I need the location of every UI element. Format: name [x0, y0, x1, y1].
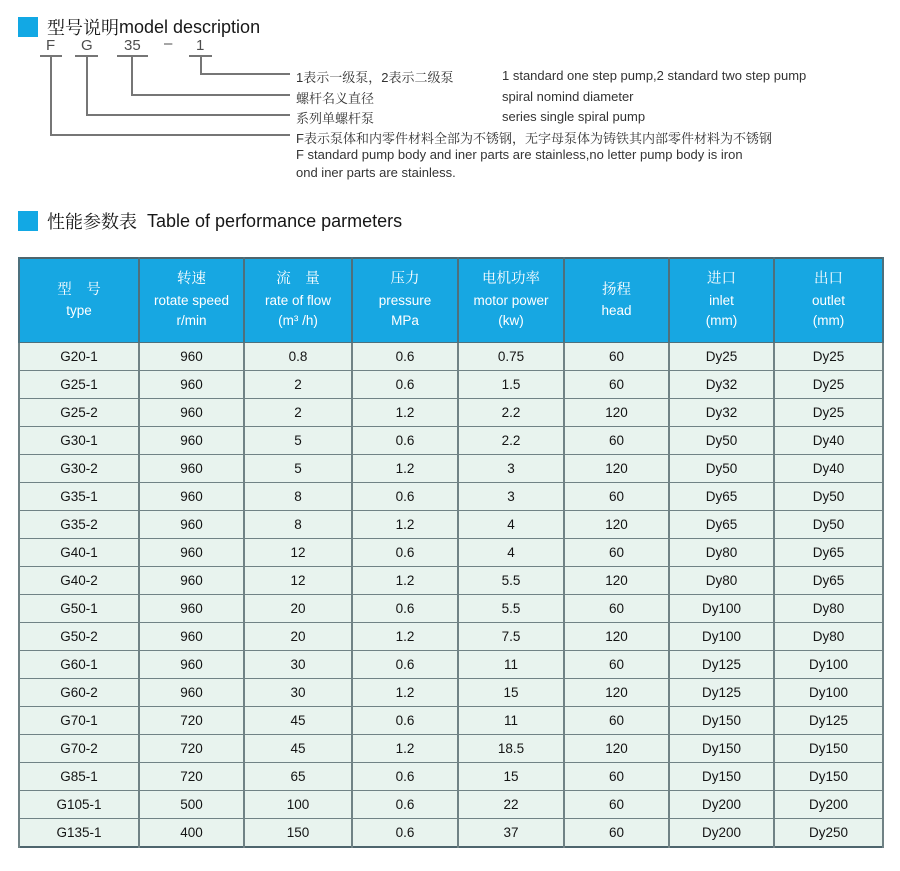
- table-cell: 720: [139, 707, 244, 735]
- column-header-line: outlet: [811, 293, 846, 309]
- table-cell: Dy65: [669, 483, 774, 511]
- column-header-line: 流 量: [276, 271, 320, 288]
- table-cell: 65: [244, 763, 352, 791]
- table-row: [19, 399, 883, 427]
- table-cell: 60: [564, 483, 669, 511]
- table-cell: 0.6: [352, 427, 458, 455]
- table-row: [19, 735, 883, 763]
- table-cell: Dy125: [669, 679, 774, 707]
- table-cell: 100: [244, 791, 352, 819]
- callout-step-zh: 1表示一级泵，2表示二级泵: [296, 70, 454, 85]
- table-cell: Dy100: [774, 651, 883, 679]
- table-row: [19, 679, 883, 707]
- table-cell: 960: [139, 455, 244, 483]
- table-cell: G30-2: [19, 455, 139, 483]
- table-cell: Dy150: [669, 707, 774, 735]
- table-cell: Dy200: [669, 819, 774, 848]
- column-header-line: rate of flow: [264, 293, 332, 309]
- table-cell: Dy50: [669, 455, 774, 483]
- table-cell: 0.6: [352, 819, 458, 848]
- table-cell: 4: [458, 539, 564, 567]
- section-marker-icon: [18, 17, 38, 37]
- table-cell: Dy125: [669, 651, 774, 679]
- code-number-1: 1: [196, 37, 205, 54]
- table-cell: 5: [244, 455, 352, 483]
- table-cell: 20: [244, 595, 352, 623]
- table-cell: Dy150: [774, 763, 883, 791]
- column-header: [774, 258, 883, 343]
- table-cell: 960: [139, 567, 244, 595]
- code-letter-f: F: [46, 37, 56, 54]
- table-cell: 120: [564, 511, 669, 539]
- code-dash: –: [164, 35, 173, 52]
- table-cell: 960: [139, 651, 244, 679]
- table-cell: 20: [244, 623, 352, 651]
- callout-step-en: 1 standard one step pump,2 standard two step pump: [502, 68, 807, 83]
- table-cell: 120: [564, 735, 669, 763]
- table-cell: G70-2: [19, 735, 139, 763]
- table-row: [19, 651, 883, 679]
- column-header: [139, 258, 244, 343]
- table-cell: 0.8: [244, 343, 352, 371]
- table-cell: Dy50: [774, 483, 883, 511]
- connector-line: [50, 134, 290, 136]
- column-header-line: 电机功率: [482, 271, 540, 288]
- table-cell: 5.5: [458, 567, 564, 595]
- table-cell: Dy100: [669, 595, 774, 623]
- table-cell: Dy250: [774, 819, 883, 848]
- table-row: [19, 819, 883, 848]
- table-cell: 1.2: [352, 623, 458, 651]
- table-cell: 5: [244, 427, 352, 455]
- table-cell: 720: [139, 763, 244, 791]
- table-cell: G25-2: [19, 399, 139, 427]
- table-cell: G35-1: [19, 483, 139, 511]
- table-row: [19, 427, 883, 455]
- performance-table-title: [18, 208, 402, 234]
- table-cell: G30-1: [19, 427, 139, 455]
- table-cell: 3: [458, 483, 564, 511]
- table-cell: 960: [139, 483, 244, 511]
- column-header-line: 扬程: [602, 281, 631, 298]
- table-body: [19, 343, 883, 848]
- table-cell: Dy65: [774, 539, 883, 567]
- column-header-line: 出口: [814, 271, 843, 288]
- performance-table: [18, 257, 884, 848]
- column-header-line: type: [66, 303, 92, 319]
- table-cell: 2.2: [458, 399, 564, 427]
- table-cell: G60-1: [19, 651, 139, 679]
- table-row: [19, 371, 883, 399]
- table-row: [19, 791, 883, 819]
- table-header-row: [19, 258, 883, 343]
- connector-line: [200, 55, 202, 75]
- connector-line: [131, 94, 290, 96]
- table-row: [19, 511, 883, 539]
- table-row: [19, 707, 883, 735]
- table-cell: 120: [564, 567, 669, 595]
- table-cell: G135-1: [19, 819, 139, 848]
- table-cell: 960: [139, 343, 244, 371]
- table-cell: 500: [139, 791, 244, 819]
- table-cell: G35-2: [19, 511, 139, 539]
- table-cell: Dy150: [774, 735, 883, 763]
- column-header-line: motor power: [473, 293, 549, 309]
- table-cell: G40-1: [19, 539, 139, 567]
- column-header: [458, 258, 564, 343]
- connector-line: [200, 73, 290, 75]
- table-cell: G70-1: [19, 707, 139, 735]
- table-cell: 1.2: [352, 567, 458, 595]
- table-cell: 0.6: [352, 595, 458, 623]
- table-cell: Dy100: [774, 679, 883, 707]
- table-row: [19, 455, 883, 483]
- table-cell: Dy50: [669, 427, 774, 455]
- table-cell: Dy32: [669, 371, 774, 399]
- table-cell: 960: [139, 427, 244, 455]
- table-cell: 120: [564, 399, 669, 427]
- table-cell: Dy150: [669, 763, 774, 791]
- section-title-zh: 性能参数表: [47, 212, 137, 232]
- column-header-line: pressure: [378, 293, 432, 309]
- table-cell: 1.2: [352, 735, 458, 763]
- code-number-35: 35: [124, 37, 141, 54]
- table-cell: G50-1: [19, 595, 139, 623]
- table-cell: Dy80: [774, 623, 883, 651]
- table-cell: 960: [139, 595, 244, 623]
- table-cell: 30: [244, 651, 352, 679]
- table-cell: Dy80: [669, 539, 774, 567]
- table-cell: 60: [564, 539, 669, 567]
- table-cell: G50-2: [19, 623, 139, 651]
- section-marker-icon: [18, 211, 38, 231]
- table-cell: 60: [564, 763, 669, 791]
- section-title-en: model description: [119, 16, 261, 37]
- column-header-line: 进口: [707, 271, 736, 288]
- column-header-line: 型 号: [57, 281, 101, 298]
- table-cell: 15: [458, 763, 564, 791]
- table-cell: 60: [564, 343, 669, 371]
- column-header-line: head: [601, 303, 632, 319]
- table-cell: 60: [564, 595, 669, 623]
- table-cell: Dy80: [669, 567, 774, 595]
- table-cell: G60-2: [19, 679, 139, 707]
- table-cell: Dy200: [774, 791, 883, 819]
- table-cell: Dy25: [774, 371, 883, 399]
- table-cell: 4: [458, 511, 564, 539]
- table-cell: 720: [139, 735, 244, 763]
- table-cell: 1.2: [352, 679, 458, 707]
- table-cell: 1.5: [458, 371, 564, 399]
- table-cell: Dy40: [774, 455, 883, 483]
- table-cell: 0.6: [352, 791, 458, 819]
- table-cell: Dy100: [669, 623, 774, 651]
- code-letter-g: G: [81, 37, 93, 54]
- section-title-zh: 型号说明: [47, 18, 119, 38]
- table-cell: 8: [244, 483, 352, 511]
- table-cell: G25-1: [19, 371, 139, 399]
- section-title-en: Table of performance parmeters: [147, 210, 403, 231]
- table-cell: 0.6: [352, 539, 458, 567]
- table-cell: 60: [564, 427, 669, 455]
- table-cell: 150: [244, 819, 352, 848]
- table-cell: 60: [564, 371, 669, 399]
- connector-line: [131, 55, 133, 96]
- column-header: [19, 258, 139, 343]
- table-cell: Dy200: [669, 791, 774, 819]
- table-cell: 45: [244, 707, 352, 735]
- table-cell: 7.5: [458, 623, 564, 651]
- table-cell: Dy125: [774, 707, 883, 735]
- table-cell: 60: [564, 651, 669, 679]
- table-row: [19, 483, 883, 511]
- column-header: [669, 258, 774, 343]
- table-cell: Dy65: [669, 511, 774, 539]
- table-row: [19, 343, 883, 371]
- table-cell: 400: [139, 819, 244, 848]
- table-cell: 1.2: [352, 399, 458, 427]
- column-header-line: 压力: [390, 271, 420, 288]
- table-cell: 2: [244, 399, 352, 427]
- table-cell: 960: [139, 679, 244, 707]
- table-cell: 11: [458, 707, 564, 735]
- callout-diameter-zh: 螺杆名义直径: [296, 91, 375, 106]
- table-cell: 45: [244, 735, 352, 763]
- table-cell: Dy32: [669, 399, 774, 427]
- table-cell: 15: [458, 679, 564, 707]
- table-cell: 1.2: [352, 511, 458, 539]
- callout-diameter-en: spiral nomind diameter: [502, 89, 634, 104]
- table-row: [19, 763, 883, 791]
- table-cell: 0.75: [458, 343, 564, 371]
- callout-series-zh: 系列单螺杆泵: [296, 111, 375, 126]
- table-row: [19, 567, 883, 595]
- table-cell: 37: [458, 819, 564, 848]
- table-cell: 1.2: [352, 455, 458, 483]
- table-cell: G20-1: [19, 343, 139, 371]
- column-header-line: (mm): [705, 313, 738, 329]
- table-row: [19, 623, 883, 651]
- connector-line: [86, 114, 290, 116]
- table-cell: 2: [244, 371, 352, 399]
- callout-series-en: series single spiral pump: [502, 109, 646, 124]
- table-cell: 18.5: [458, 735, 564, 763]
- table-cell: 30: [244, 679, 352, 707]
- table-cell: 0.6: [352, 343, 458, 371]
- table-cell: 960: [139, 371, 244, 399]
- column-header-line: r/min: [176, 313, 207, 329]
- table-cell: 0.6: [352, 763, 458, 791]
- table-cell: Dy80: [774, 595, 883, 623]
- table-cell: 60: [564, 791, 669, 819]
- table-cell: 2.2: [458, 427, 564, 455]
- table-cell: Dy25: [774, 343, 883, 371]
- table-cell: 0.6: [352, 483, 458, 511]
- callout-material-en2: ond iner parts are stainless.: [296, 165, 456, 180]
- table-cell: Dy25: [669, 343, 774, 371]
- column-header-line: MPa: [391, 313, 419, 329]
- table-cell: 0.6: [352, 651, 458, 679]
- table-cell: 5.5: [458, 595, 564, 623]
- table-cell: G40-2: [19, 567, 139, 595]
- callout-material-en: F standard pump body and iner parts are stainless,no letter pump body is iron: [296, 147, 743, 162]
- table-cell: 960: [139, 539, 244, 567]
- table-cell: 12: [244, 539, 352, 567]
- table-cell: Dy50: [774, 511, 883, 539]
- table-cell: 0.6: [352, 371, 458, 399]
- column-header-line: rotate speed: [153, 293, 230, 309]
- table-cell: Dy25: [774, 399, 883, 427]
- connector-line: [50, 55, 52, 136]
- table-cell: G105-1: [19, 791, 139, 819]
- table-cell: 60: [564, 707, 669, 735]
- column-header-line: (kw): [498, 313, 524, 329]
- table-cell: Dy150: [669, 735, 774, 763]
- column-header: [244, 258, 352, 343]
- table-cell: G85-1: [19, 763, 139, 791]
- table-cell: 60: [564, 819, 669, 848]
- column-header: [564, 258, 669, 343]
- column-header-line: (m³ /h): [278, 313, 318, 329]
- table-cell: 12: [244, 567, 352, 595]
- column-header-line: 转速: [177, 271, 206, 288]
- table-cell: 3: [458, 455, 564, 483]
- column-header-line: (mm): [812, 313, 845, 329]
- table-cell: Dy65: [774, 567, 883, 595]
- table-cell: 960: [139, 399, 244, 427]
- column-header-line: inlet: [709, 293, 734, 309]
- table-cell: 8: [244, 511, 352, 539]
- table-cell: 120: [564, 623, 669, 651]
- table-row: [19, 539, 883, 567]
- connector-line: [86, 55, 88, 116]
- table-cell: 960: [139, 623, 244, 651]
- table-cell: 11: [458, 651, 564, 679]
- table-cell: 960: [139, 511, 244, 539]
- callout-material-zh: F表示泵体和内零件材料全部为不锈钢，无字母泵体为铸铁其内部零件材料为不锈钢: [296, 131, 772, 146]
- table-cell: 0.6: [352, 707, 458, 735]
- table-cell: 120: [564, 679, 669, 707]
- table-row: [19, 595, 883, 623]
- table-cell: 22: [458, 791, 564, 819]
- table-cell: Dy40: [774, 427, 883, 455]
- table-cell: 120: [564, 455, 669, 483]
- column-header: [352, 258, 458, 343]
